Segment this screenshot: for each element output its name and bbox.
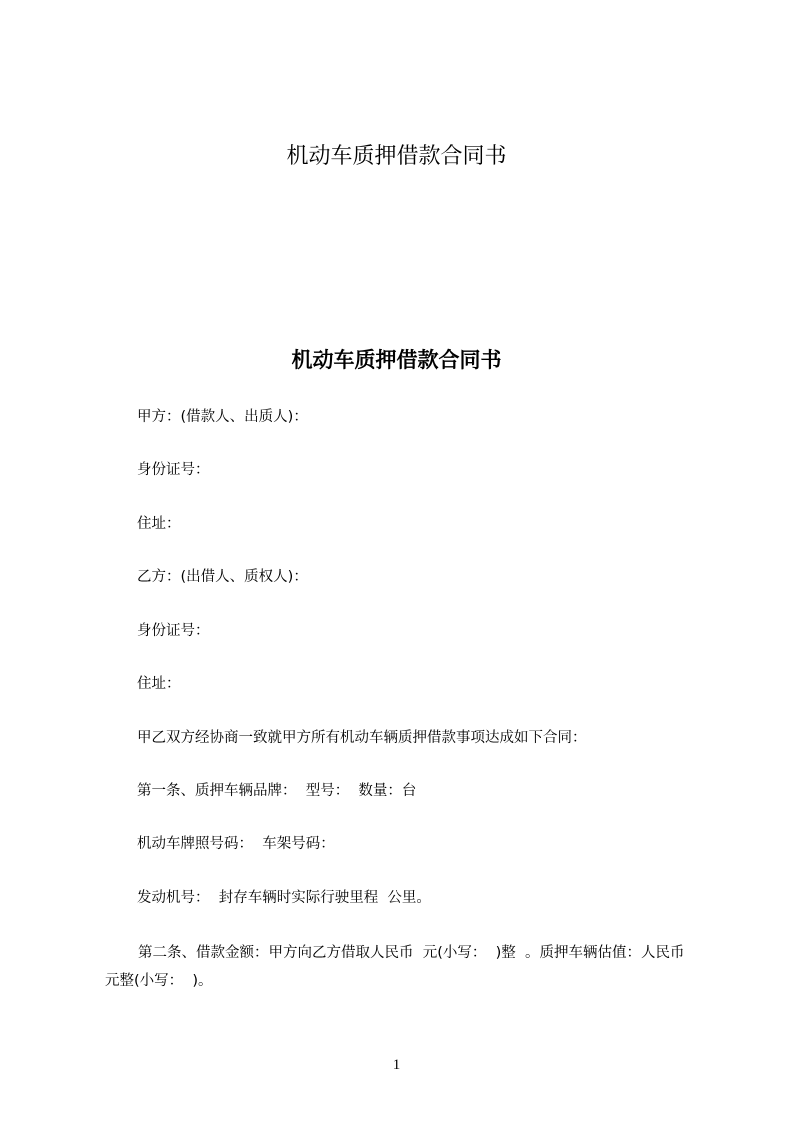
document-header-title: 机动车质押借款合同书 (286, 144, 507, 169)
party-a-label: 甲方：(借款人、出质人)： (137, 409, 308, 425)
party-a-address-label: 住址： (137, 516, 181, 532)
article2-loan-amount-paragraph: 第二条、借款金额：甲方向乙方借取人民币 元(小写： )整 。质押车辆估值：人民币 元整(小写： )。 (105, 945, 694, 989)
party-b-label: 乙方：(出借人、质权人)： (137, 569, 308, 585)
article1-vehicle-brand-line: 第一条、质押车辆品牌： 型号： 数量：台 (137, 783, 417, 799)
party-b-address-label: 住址： (137, 676, 181, 692)
contract-preamble: 甲乙双方经协商一致就甲方所有机动车辆质押借款事项达成如下合同： (137, 730, 587, 746)
page-number: 1 (392, 1057, 401, 1073)
contract-title: 机动车质押借款合同书 (291, 348, 502, 372)
article1-engine-mileage-line: 发动机号： 封存车辆时实际行驶里程 公里。 (137, 890, 431, 906)
party-b-id-label: 身份证号： (137, 623, 210, 639)
article1-plate-frame-line: 机动车牌照号码： 车架号码： (137, 836, 335, 852)
party-a-id-label: 身份证号： (137, 462, 210, 478)
